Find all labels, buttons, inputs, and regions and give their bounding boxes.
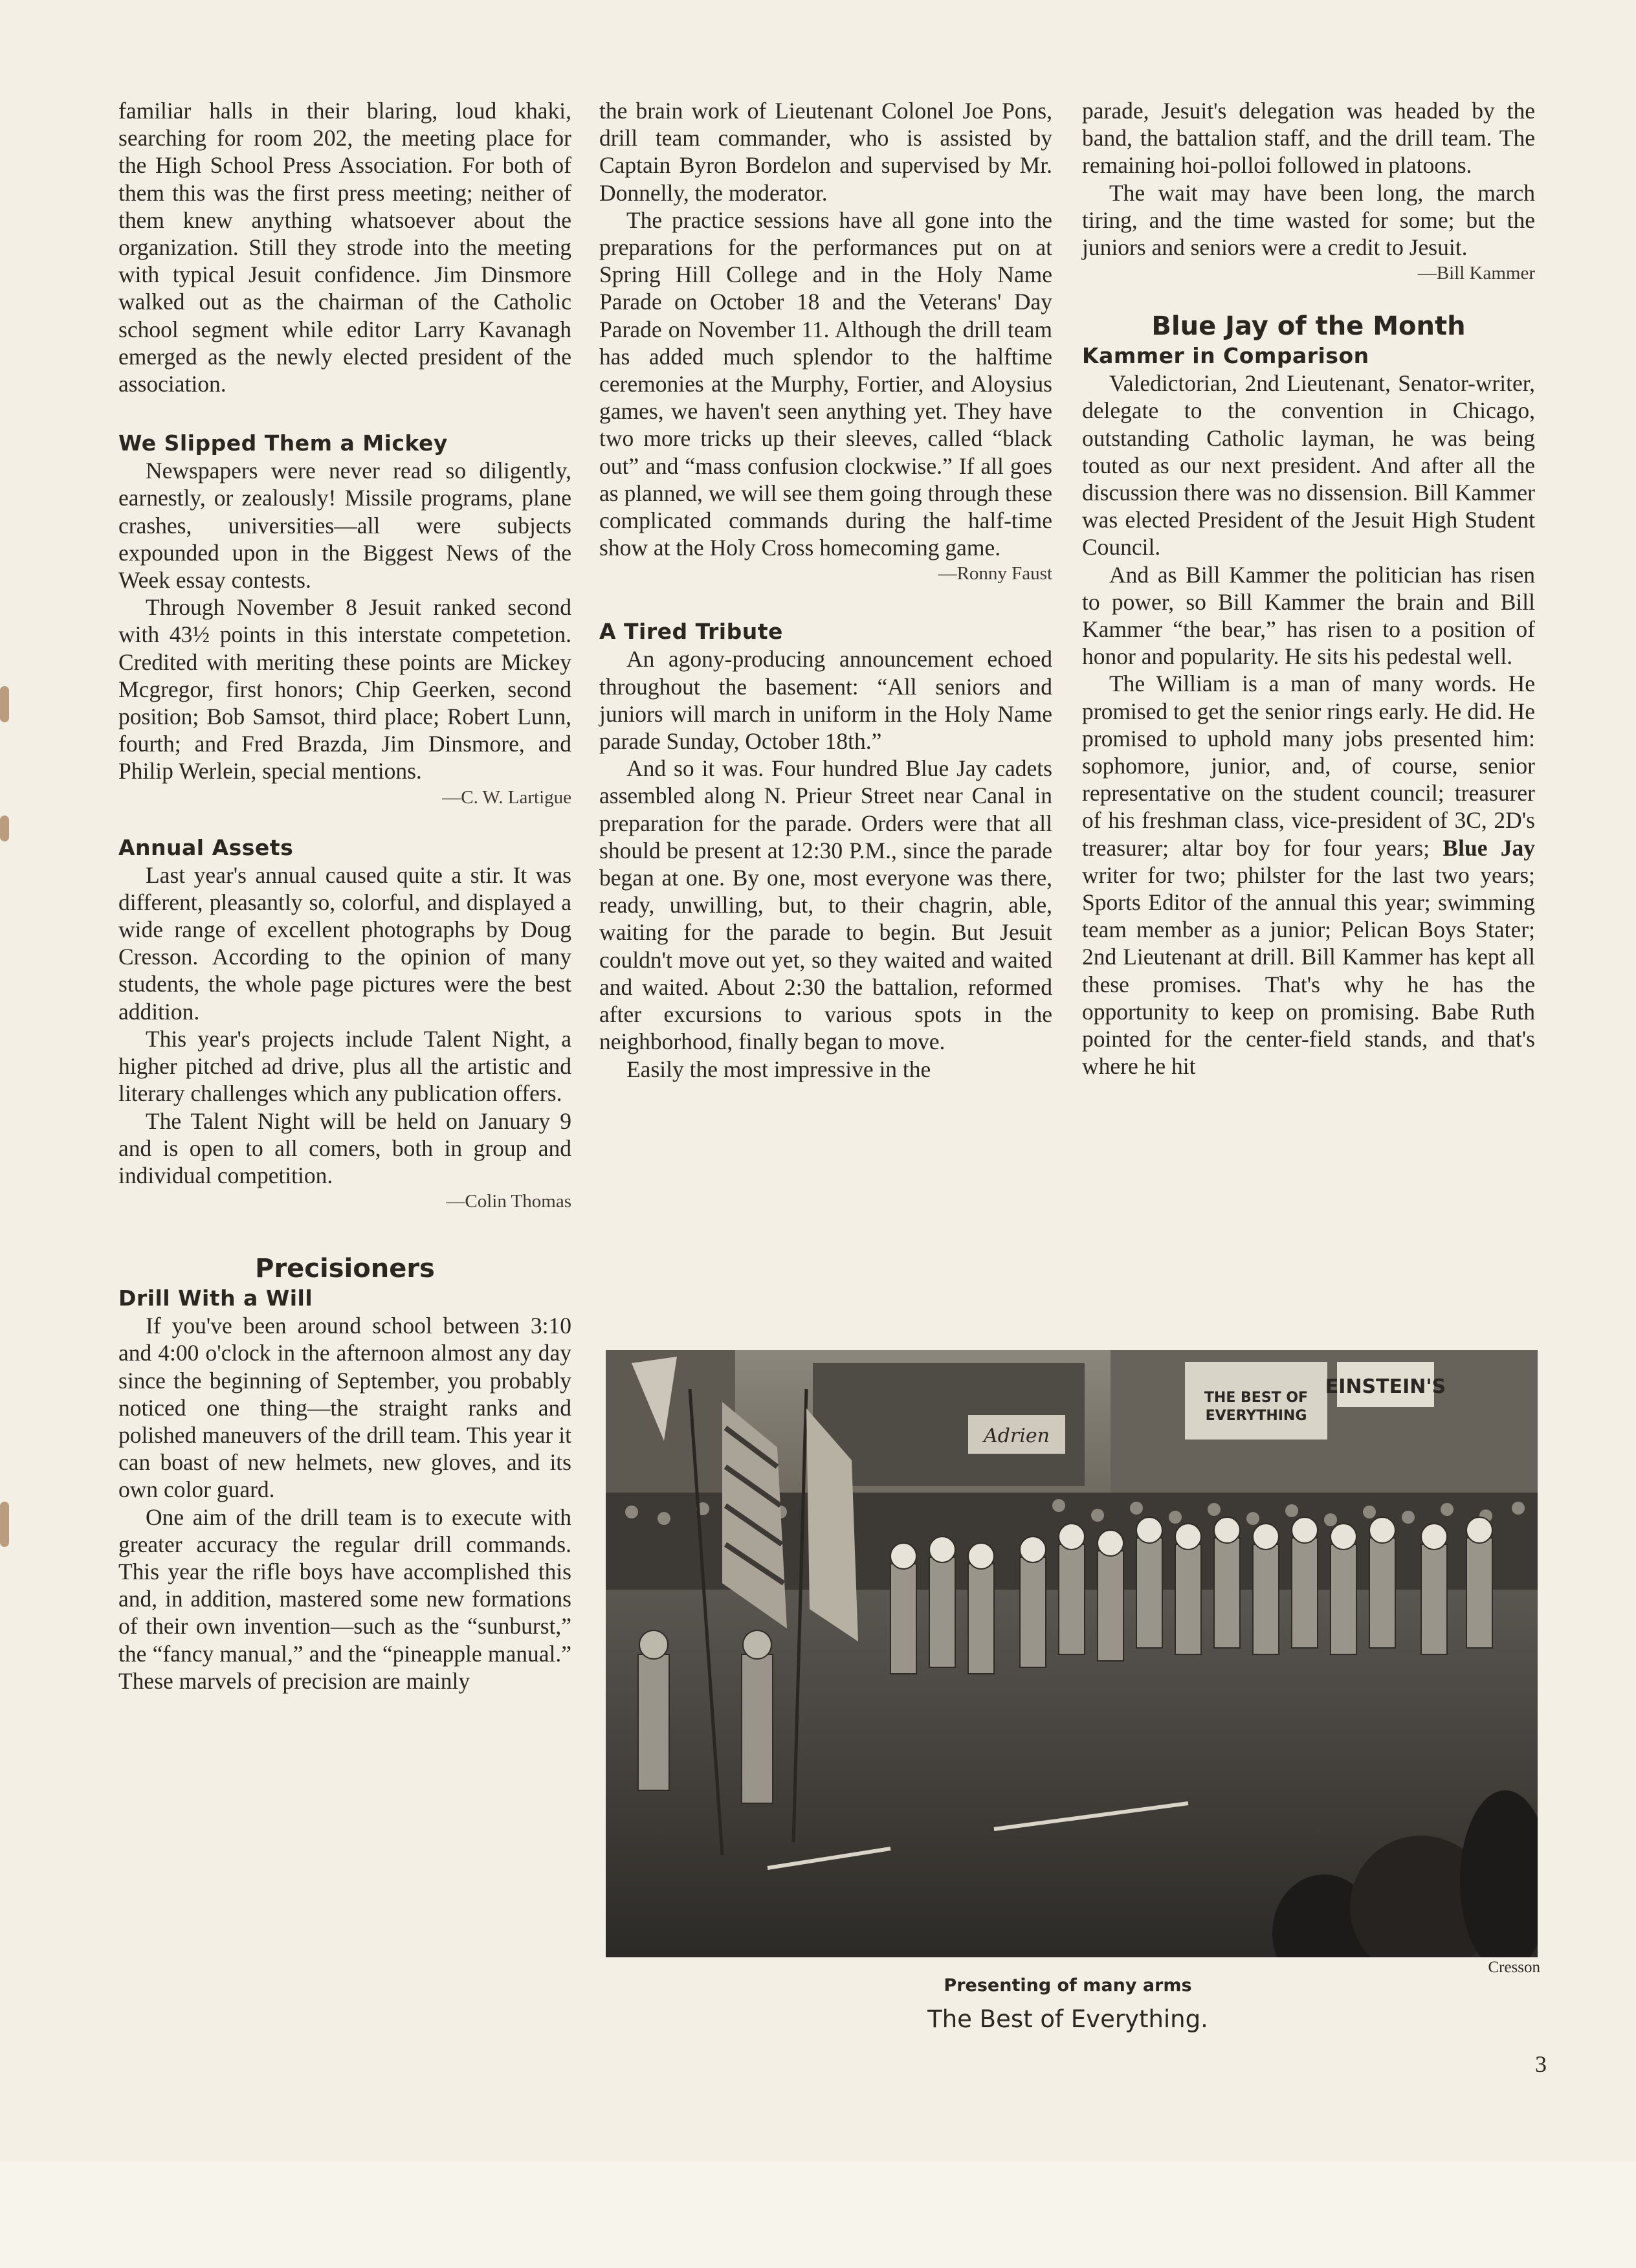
page-number: 3 [1535,2051,1547,2077]
drill-paragraph: The practice sessions have all gone into the preparations for the performances put on at Spring Hill College and in the Holy Name Parade on October 18 and the Veterans' Day Parade on November 11. Although the drill team has added much splendor to the halftime ceremonies at the Murphy, Fortier, and Aloysius games, we haven't seen anything yet. They have two more tricks up their sleeves, called “black out” and “mass confusion clockwise.” If all goes as planned, we will see them going through these complicated commands during the half-time show at the Holy Cross homecoming game. [599,206,1052,561]
assets-paragraph: This year's projects include Talent Night, a higher pitched ad drive, plus all the artistic and literary challenges which any publication offers. [118,1025,571,1107]
section-subheading-kammer: Kammer in Comparison [1082,343,1369,369]
byline: —C. W. Lartigue [442,786,571,808]
awning-sign: Adrien [984,1425,1050,1447]
bluejay-paragraph: And as Bill Kammer the politician has risen to power, so Bill Kammer the brain and Bill Kammer “the bear,” has risen to a position of honor and popularity. He sits his pedestal well. [1082,561,1535,670]
section-heading-precisioners: Precisioners [255,1254,435,1284]
byline: —Colin Thomas [446,1191,571,1212]
store-sign: EINSTEIN'S [1325,1375,1446,1398]
section-subheading-drill: Drill With a Will [118,1285,313,1311]
bluejay-paragraph [1082,670,1535,1080]
text-run: writer for two; philster for the last two years; Sports Editor of the annual this year; swimming team member as a junior; Pelican Boys Stater; 2nd Lieutenant at drill. Bill Kammer has kept all these promises. That's why he has the opportunity to keep on promising. Babe Ruth pointed for the center-field stands, and that's where he hit [1082,862,1535,1080]
tribute-paragraph: An agony-producing announcement echoed throughout the basement: “All seniors and juniors will march in uniform in the Holy Name parade Sunday, October 18th.” [599,646,1052,755]
photo-caption-subtitle: The Best of Everything. [927,2005,1208,2033]
publication-name: Blue Jay [1443,834,1535,861]
section-heading-mickey: We Slipped Them a Mickey [118,430,448,456]
precisioners-paragraph: One aim of the drill team is to execute with greater accuracy the regular drill commands. This year the rifle boys have accomplished this and, in addition, mastered some new formations of their own invention—such as the “sunburst,” the “fancy manual,” and the “pineapple manual.” These marvels of precision are mainly [118,1504,571,1694]
mickey-paragraph: Newspapers were never read so diligently, earnestly, or zealously! Missile programs, plane crashes, universities—all were subjects expounded upon in the Biggest News of the Week essay contests. [118,458,571,594]
article-continued-text: the brain work of Lieutenant Colonel Joe Pons, drill team commander, who is assisted by Captain Byron Bordelon and supervised by Mr. Donnelly, the moderator. [599,98,1052,206]
bluejay-paragraph: Valedictorian, 2nd Lieutenant, Senator-writer, delegate to the convention in Chicago, outstanding Catholic layman, he was being touted as our next president. And after all the discussion there was no dissension. Bill Kammer was elected President of the Jesuit High Student Council. [1082,370,1535,561]
tribute-paragraph: Easily the most impressive in the [626,1056,931,1082]
edge-stain [0,686,9,722]
column-3 [1082,97,1535,1080]
article-continued-text: parade, Jesuit's delegation was headed by the band, the battalion staff, and the drill team. The remaining hoi-polloi followed in platoons. [1082,98,1535,179]
article-continued-text: familiar halls in their blaring, loud khaki, searching for room 202, the meeting place for the High School Press Association. For both of them this was the first press meeting; neither of them knew anything whatsoever about the organization. Still they strode into the meeting with typical Jesuit confidence. Jim Dinsmore walked out as the chairman of the Catholic school segment while editor Larry Kavanagh emerged as the newly elected president of the association. [118,98,571,397]
edge-stain [0,1502,9,1547]
byline: —Ronny Faust [938,563,1052,584]
column-1 [118,97,571,1695]
parade-paragraph: The wait may have been long, the march tiring, and the time wasted for some; but the juniors and seniors were a credit to Jesuit. [1082,179,1535,261]
marquee-line-1: THE BEST OF [1204,1390,1309,1406]
assets-paragraph: The Talent Night will be held on January 9 and is open to all comers, both in group and individual competition. [118,1107,571,1188]
text-run: The William is a man of many words. He promised to get the senior rings early. He did. He promised to uphold many jobs presented him: sophomore, junior, and, of course, senior representative on the student council; treasurer of his freshman class, vice-president of 3C, 2D's treasurer; altar boy for four years; [1082,671,1535,861]
tribute-paragraph: And so it was. Four hundred Blue Jay cadets assembled along N. Prieur Street near Canal in preparation for the parade. Orders were that all should be present at 12:30 P.M., since the parade began at one. By one, most everyone was there, ready, unwilling, but, to their chagrin, able, waiting for the parade to begin. But Jesuit couldn't move out yet, so they waited and waited and waited. About 2:30 the battalion, reformed after excursions to various spots in the neighborhood, finally began to move. [599,755,1052,1055]
column-2 [599,97,1052,1083]
section-heading-assets: Annual Assets [118,834,294,860]
assets-paragraph: Last year's annual caused quite a stir. It was different, pleasantly so, colorful, and displayed a wide range of excellent photographs by Doug Cresson. According to the opinion of many students, the whole page pictures were the best addition. [118,862,571,1025]
parade-photo [606,1350,1538,1957]
photo-credit: Cresson [1488,1959,1540,1976]
section-heading-tribute: A Tired Tribute [599,619,783,645]
parade-photo-illustration [606,1350,1538,1957]
marquee-line-2: EVERYTHING [1205,1408,1307,1424]
section-heading-bluejay: Blue Jay of the Month [1151,311,1466,342]
precisioners-paragraph: If you've been around school between 3:10 and 4:00 o'clock in the afternoon almost any day since the beginning of September, you probably noticed one thing—the straight ranks and polished maneuvers of the drill team. This year it can boast of new helmets, new gloves, and its own color guard. [118,1313,571,1503]
page-bottom-margin [0,2162,1636,2268]
edge-stain [0,816,9,841]
mickey-paragraph: Through November 8 Jesuit ranked second with 43½ points in this interstate competetion. Credited with meriting these points are Mickey Mcgregor, first honors; Chip Geerken, second position; Bob Samsot, third place; Robert Lunn, fourth; and Fred Brazda, Jim Dinsmore, and Philip Werlein, special mentions. [118,594,571,784]
byline: —Bill Kammer [1417,263,1535,284]
photo-caption-title: Presenting of many arms [944,1975,1192,1996]
